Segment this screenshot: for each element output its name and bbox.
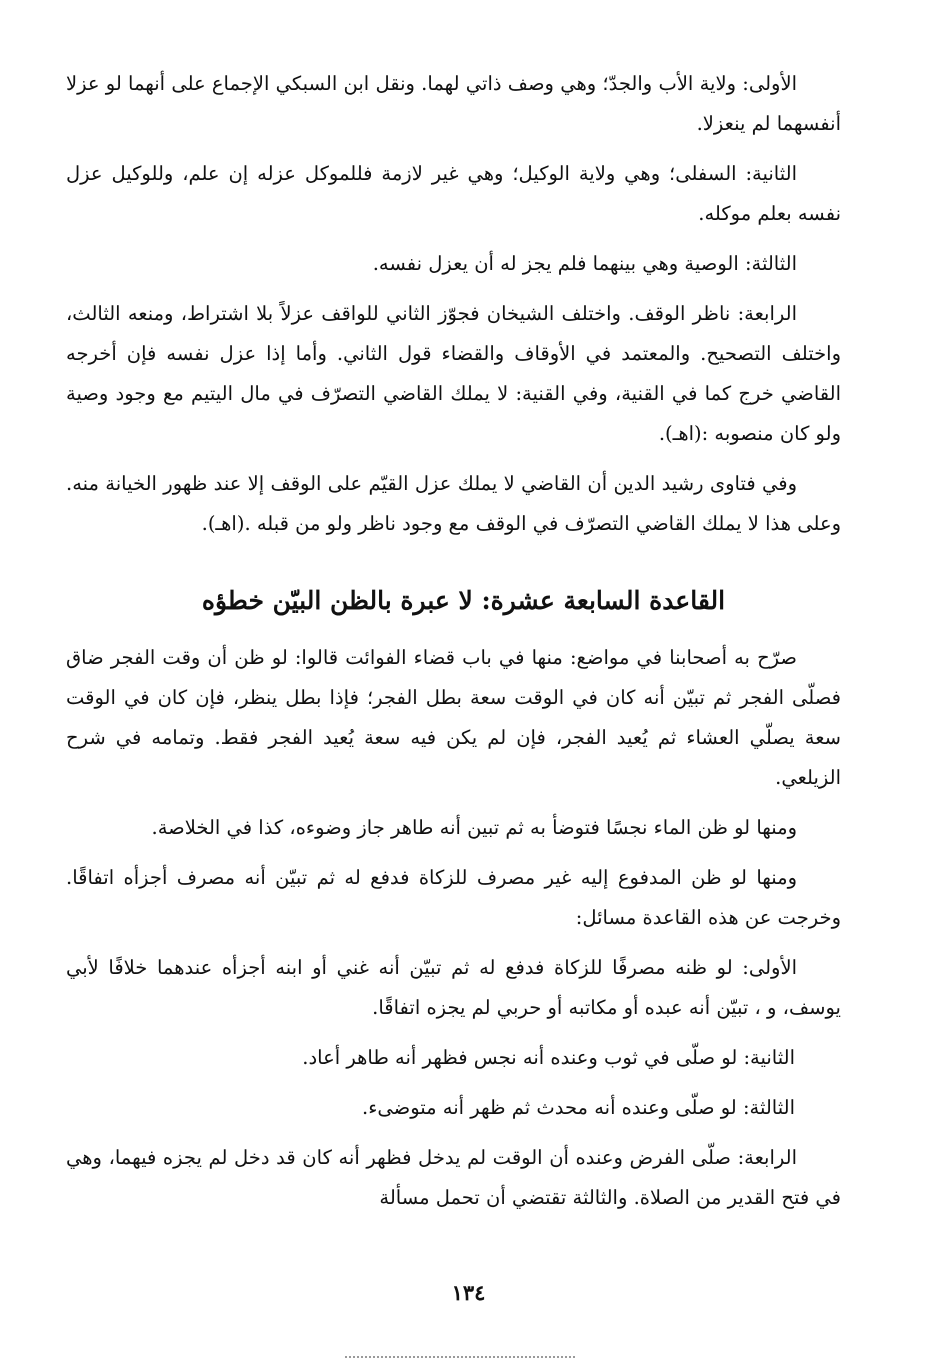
paragraph-fajr-prayer: صرّح به أصحابنا في مواضع: منها في باب قضاء الفوائت قالوا: لو ظن أن وقت الفجر ضاق فصلّى الفجر ثم تبيّن أنه كان في الوقت سعة بطل الفجر؛ فإذا بطل ينظر، فإن كان في الوقت سعة يصلّي العشاء ثم يُعيد الفجر، فإن لم يكن فيه سعة يُعيد الفجر فقط. وتمامه في شرح الزيلعي. [66, 646, 841, 789]
paragraph-fourth-endowment: الرابعة: ناظر الوقف. واختلف الشيخان فجوّز الثاني للواقف عزلاً بلا اشتراط، ومنعه الثالث، واختلف التصحيح. والمعتمد في الأوقاف والقضاء قول الثاني. وأما إذا عزل نفسه فإن أخرجه القاضي خرج كما في القنية، وفي القنية: لا يملك القاضي التصرّف في مال اليتيم مع وجود وصية ولو كان منصوبه :(اهـ). [66, 302, 841, 445]
paragraph-exception-third: الثالثة: لو صلّى وعنده أنه محدث ثم ظهر أنه متوضىء. [362, 1096, 795, 1119]
paragraph-rashid-fatawa: وفي فتاوى رشيد الدين أن القاضي لا يملك عزل القيّم على الوقف إلا عند ظهور الخيانة منه. وعلى هذا لا يملك القاضي التصرّف في الوقف مع وجود ناظر ولو من قبله .(اهـ). [66, 472, 841, 535]
page-number: ١٣٤ [451, 1280, 486, 1305]
paragraph-exception-first: الأولى: لو ظنه مصرفًا للزكاة فدفع له ثم تبيّن أنه غني أو ابنه أجزأه عندهما خلافًا لأبي يوسف، و ، تبيّن أنه عبده أو مكاتبه أو حربي لم يجزه اتفاقًا. [66, 956, 841, 1019]
paragraph-zakat-recipient: ومنها لو ظن المدفوع إليه غير مصرف للزكاة فدفع له ثم تبيّن أنه مصرف أجزأه اتفاقًا. وخرجت عن هذه القاعدة مسائل: [66, 866, 841, 929]
paragraph-first-guardianship: الأولى: ولاية الأب والجدّ؛ وهي وصف ذاتي لهما. ونقل ابن السبكي الإجماع على أنهما لو عزلا أنفسهما لم ينعزلا. [66, 72, 841, 135]
paragraph-exception-fourth: الرابعة: صلّى الفرض وعنده أن الوقت لم يدخل فظهر أنه كان قد دخل لم يجزه فيهما، وهي في فتح القدير من الصلاة. والثالثة تقتضي أن تحمل مسألة [66, 1146, 841, 1209]
paragraph-exception-second: الثانية: لو صلّى في ثوب وعنده أنه نجس فظهر أنه طاهر أعاد. [302, 1046, 795, 1069]
footer-divider [345, 1356, 575, 1358]
section-heading: القاعدة السابعة عشرة: لا عبرة بالظن البيّن خطؤه [201, 586, 726, 615]
paragraph-third-guardian: الثالثة: الوصية وهي بينهما فلم يجز له أن يعزل نفسه. [372, 252, 797, 275]
paragraph-second-agent: الثانية: السفلى؛ وهي ولاية الوكيل؛ وهي غير لازمة فللموكل عزله إن علم، وللوكيل عزل نفسه بعلم موكله. [66, 162, 841, 225]
paragraph-water-purity: ومنها لو ظن الماء نجسًا فتوضأ به ثم تبين أنه طاهر جاز وضوءه، كذا في الخلاصة. [151, 816, 797, 839]
